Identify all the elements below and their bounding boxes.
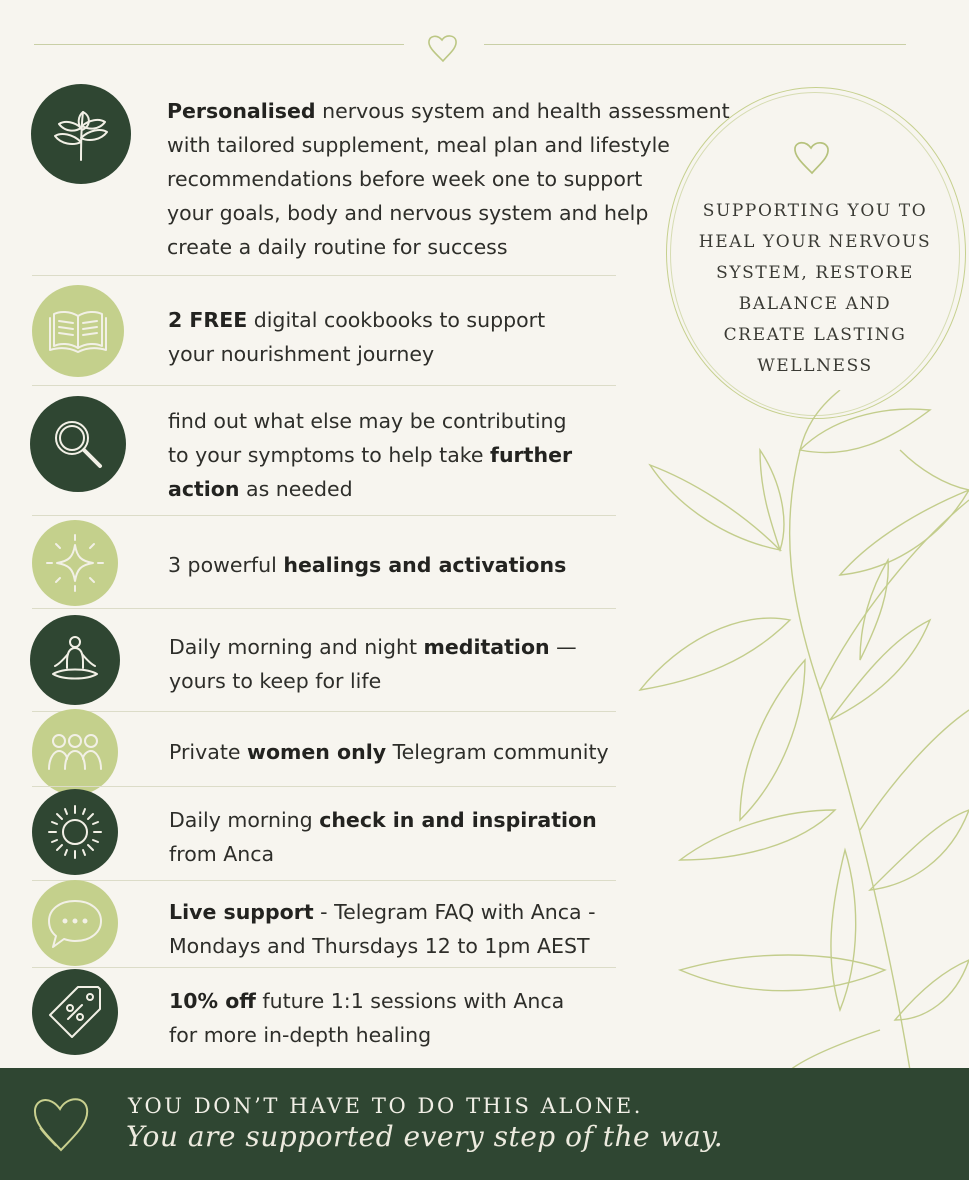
badge-text [690,196,940,382]
feature-icon-circle [32,789,118,875]
sparkle-icon [45,533,105,593]
feature-text-line [167,128,730,162]
feature-text-line [168,548,566,582]
footer-subtitle: You are supported every step of the way. [126,1120,724,1153]
top-divider-left [34,44,404,45]
feature-text-bold: further [490,443,573,467]
feature-text-line [169,895,596,929]
heart-icon [425,30,461,66]
feature-text-segment: as needed [239,477,353,501]
badge-line: BALANCE AND [738,294,892,314]
feature-text-segment: digital cookbooks to support [247,308,546,332]
feature-text-line [167,162,730,196]
heart-icon [30,1090,92,1156]
feature-text-bold: 2 FREE [168,308,248,332]
feature-text [168,404,572,506]
heart-icon [791,136,833,178]
feature-text-segment: - Telegram FAQ with Anca - [313,900,596,924]
feature-text-segment: 3 powerful [168,553,284,577]
feature-text-segment: find out what else may be contributing [168,409,567,433]
feature-text-bold: 10% off [169,989,256,1013]
row-divider [32,275,616,276]
feature-text-segment: with tailored supplement, meal plan and lifestyle [167,133,670,157]
feature-text-segment: your nourishment journey [168,342,435,366]
feature-text [168,548,566,582]
feature-text [169,895,596,963]
feature-text-line [169,929,596,963]
feature-text-segment: yours to keep for life [169,669,382,693]
feature-text-line [168,438,572,472]
feature-text-bold: women only [247,740,387,764]
discount-tag-icon [46,983,104,1041]
feature-text [169,630,577,698]
feature-text-line [169,1018,564,1052]
feature-text-line [168,337,545,371]
feature-text-line [168,472,572,506]
feature-text-segment: Mondays and Thursdays 12 to 1pm AEST [169,934,590,958]
feature-text-segment: Daily morning and night [169,635,424,659]
feature-text-bold: healings and activations [283,553,567,577]
feature-icon-circle [30,396,126,492]
feature-text-bold: check in and inspiration [319,808,597,832]
feature-icon-circle [32,520,118,606]
feature-text-line [169,803,597,837]
feature-icon-circle [32,285,124,377]
feature-text [167,94,730,264]
feature-text-segment: create a daily routine for success [167,235,508,259]
feature-text-bold: action [168,477,240,501]
feature-text [169,735,609,769]
feature-text-line [167,94,730,128]
row-divider [32,608,616,609]
row-divider [32,880,616,881]
badge-line: SYSTEM, RESTORE [716,263,914,283]
row-divider [32,786,616,787]
feature-text-line [168,404,572,438]
row-divider [32,967,616,968]
open-book-icon [48,308,108,354]
feature-text-segment: nervous system and health assessment [315,99,730,123]
top-divider-right [484,44,906,45]
magnifying-glass-icon [50,416,106,472]
feature-text-segment: recommendations before week one to support [167,167,643,191]
chat-bubble-icon [45,895,105,951]
feature-text-line [169,630,577,664]
feature-text-segment: Daily morning [169,808,320,832]
feature-text-segment: from Anca [169,842,275,866]
feature-text-line [169,735,609,769]
feature-text-segment: — [549,635,577,659]
feature-icon-circle [30,615,120,705]
feature-text-line [169,664,577,698]
row-divider [32,515,616,516]
feature-icon-circle [31,84,131,184]
feature-text-bold: meditation [423,635,550,659]
feature-text-line [167,196,730,230]
row-divider [32,385,616,386]
badge-line: WELLNESS [757,356,873,376]
feature-text-line [169,837,597,871]
sun-icon [45,802,105,862]
feature-icon-circle [32,709,118,795]
feature-text [169,803,597,871]
feature-text-segment: for more in-depth healing [169,1023,432,1047]
feature-icon-circle [32,880,118,966]
meditation-icon [47,632,103,688]
row-divider [32,711,616,712]
footer-title: YOU DON’T HAVE TO DO THIS ALONE. [128,1094,644,1118]
leaves-illustration [630,390,969,1070]
feature-text-segment: to your symptoms to help take [168,443,491,467]
leaf-sprig-icon [51,104,111,164]
feature-text-segment: future 1:1 sessions with Anca [255,989,565,1013]
badge-line: CREATE LASTING [723,325,907,345]
community-icon [45,729,105,775]
badge-line: SUPPORTING YOU TO [702,201,928,221]
feature-text-segment: your goals, body and nervous system and help [167,201,649,225]
feature-text-bold: Live support [169,900,314,924]
feature-icon-circle [32,969,118,1055]
feature-text-line [169,984,564,1018]
feature-text-segment: Telegram community [386,740,609,764]
feature-text [168,303,545,371]
feature-text-bold: Personalised [167,99,316,123]
feature-text-segment: Private [169,740,247,764]
feature-text-line [168,303,545,337]
feature-text-line [167,230,730,264]
feature-text [169,984,564,1052]
badge-line: HEAL YOUR NERVOUS [698,232,932,252]
